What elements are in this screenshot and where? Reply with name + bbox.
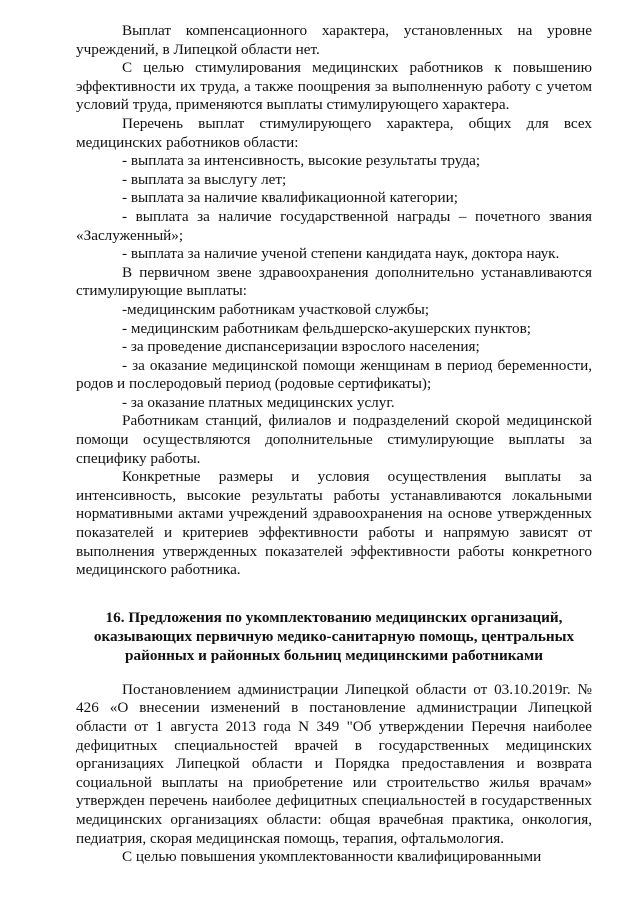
section-heading: 16. Предложения по укомплектованию медицинских организаций, оказывающих первичную медико-санитарную помощь, центральных районных и районных больниц медицинскими работниками — [93, 608, 575, 664]
paragraph-resolution: Постановлением администрации Липецкой области от 03.10.2019г. № 426 «О внесении изменений в постановление администрации Липецкой области от 1 августа 2013 года N 349 "Об утверждении Перечня наиболее дефицитных специальностей врачей в государственных медицинских организациях Липецкой области и Порядка предоставления и возврата социальной выплаты на приобретение или строительство жилья врачам» утвержден перечень наиболее дефицитных специальностей в государственных медицинских организациях области: общая врачебная практика, онкология, педиатрия, скорая медицинская помощь, терапия, офтальмология. — [76, 680, 592, 847]
list-item-seniority: - выплата за выслугу лет; — [122, 170, 287, 188]
paragraph-primary-care-intro: В первичном звене здравоохранения дополнительно устанавливаются стимулирующие выплаты: — [76, 263, 592, 300]
list-item-intensity: - выплата за интенсивность, высокие результаты труда; — [122, 152, 481, 170]
list-item-qualification: - выплата за наличие квалификационной категории; — [122, 189, 458, 207]
list-item-district-service: -медицинским работникам участковой службы; — [122, 300, 430, 318]
paragraph-staffing-continued: С целью повышения укомплектованности квалифицированными — [122, 848, 542, 866]
list-item-feldsher-points: - медицинским работникам фельдшерско-акушерских пунктов; — [122, 319, 532, 337]
document-page — [76, 22, 592, 867]
list-item-state-award: - выплата за наличие государственной награды – почетного звания «Заслуженный»; — [76, 207, 592, 244]
paragraph-compensation: Выплат компенсационного характера, установленных на уровне учреждений, в Липецкой области нет. — [76, 22, 592, 58]
paragraph-stimulation-purpose: С целью стимулирования медицинских работников к повышению эффективности их труда, а также поощрения за выполненную работу с учетом условий труда, применяются выплаты стимулирующего характера. — [76, 59, 592, 114]
paragraph-specific-amounts: Конкретные размеры и условия осуществления выплаты за интенсивность, высокие результаты работы устанавливаются локальными нормативными актами учреждений здравоохранения на основе утвержденных показателей и критериев эффективности работы и напрямую зависят от выполнения утвержденных показателей эффективности работы конкретного медицинского работника. — [76, 468, 592, 579]
list-item-paid-services: - за оказание платных медицинских услуг. — [122, 393, 395, 411]
list-item-dispensarization: - за проведение диспансеризации взрослого населения; — [122, 338, 480, 356]
list-item-academic-degree: - выплата за наличие ученой степени кандидата наук, доктора наук. — [122, 245, 560, 263]
list-item-maternity: - за оказание медицинской помощи женщинам в период беременности, родов и послеродовый период (родовые сертификаты); — [76, 356, 592, 393]
heading-spacer — [76, 665, 592, 681]
section-spacer — [76, 580, 592, 608]
paragraph-payments-list-intro: Перечень выплат стимулирующего характера, общих для всех медицинских работников области: — [76, 114, 592, 151]
paragraph-ambulance: Работникам станций, филиалов и подразделений скорой медицинской помощи осуществляются дополнительные стимулирующие выплаты за специфику работы. — [76, 412, 592, 467]
